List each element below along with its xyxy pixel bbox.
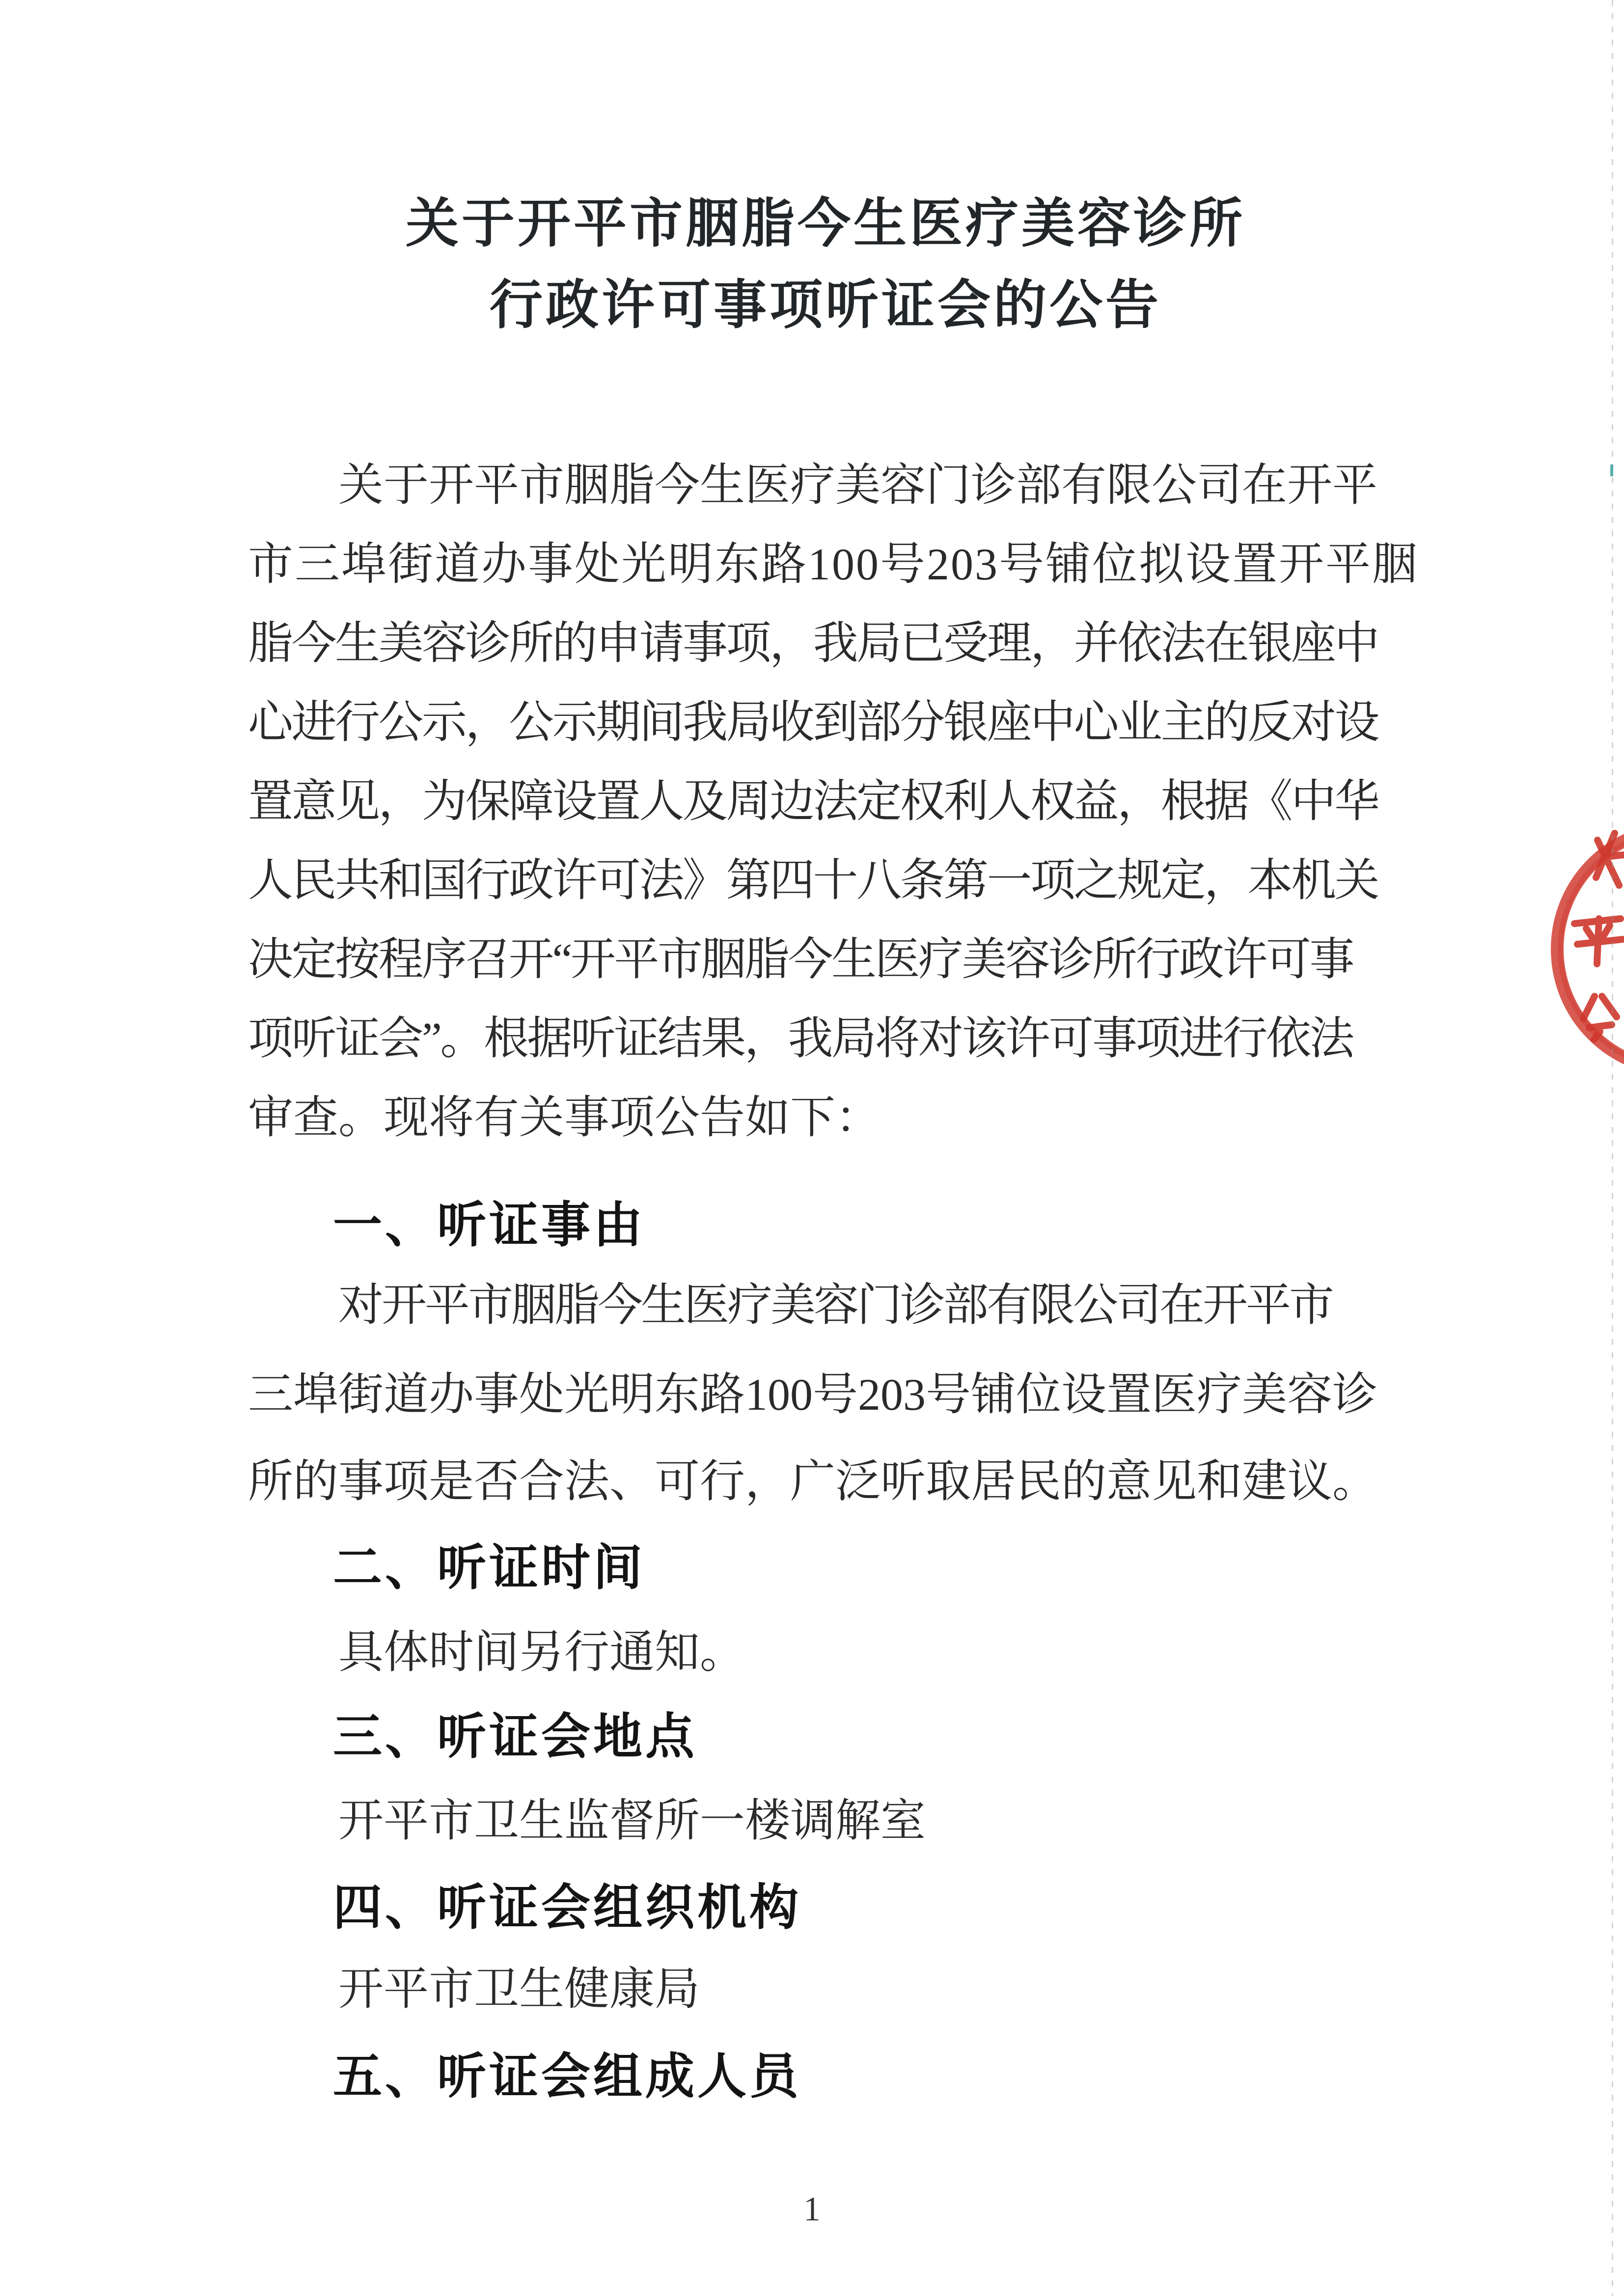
section-2-heading: 二、听证时间 <box>333 1540 645 1595</box>
intro-line-2: 市三埠街道办事处光明东路100号203号铺位拟设置开平胭 <box>248 539 1419 589</box>
intro-line-7: 决定按程序召开“开平市胭脂今生医疗美容诊所行政许可事 <box>248 934 1353 984</box>
intro-line-3: 脂今生美容诊所的申请事项，我局已受理，并依法在银座中 <box>248 618 1378 668</box>
scan-artifact-line <box>1612 0 1613 2296</box>
section-4-heading: 四、听证会组织机构 <box>333 1880 801 1935</box>
section-2-line-1: 具体时间另行通知。 <box>338 1627 745 1677</box>
intro-line-1: 关于开平市胭脂今生医疗美容门诊部有限公司在开平 <box>338 460 1378 510</box>
document-title-line-1: 关于开平市胭脂今生医疗美容诊所 <box>405 195 1245 253</box>
document-title <box>261 184 1390 347</box>
intro-line-4: 心进行公示，公示期间我局收到部分银座中心业主的反对设 <box>248 697 1378 747</box>
section-5-heading: 五、听证会组成人员 <box>333 2049 801 2104</box>
section-4-line-1: 开平市卫生健康局 <box>338 1964 700 2014</box>
section-1-heading: 一、听证事由 <box>333 1198 645 1253</box>
intro-line-9: 审查。现将有关事项公告如下： <box>248 1093 881 1143</box>
intro-line-6: 人民共和国行政许可法》第四十八条第一项之规定，本机关 <box>248 855 1378 905</box>
section-1-line-1: 对开平市胭脂今生医疗美容门诊部有限公司在开平市 <box>338 1280 1333 1330</box>
section-1-line-3: 所的事项是否合法、可行，广泛听取居民的意见和建议。 <box>248 1456 1378 1506</box>
section-1-line-2: 三埠街道办事处光明东路100号203号铺位设置医疗美容诊 <box>248 1369 1378 1420</box>
section-3-heading: 三、听证会地点 <box>333 1709 697 1764</box>
intro-line-8: 项听证会”。根据听证结果，我局将对该许可事项进行依法 <box>248 1013 1353 1064</box>
scan-artifact-tick <box>1610 465 1613 476</box>
page-number: 1 <box>803 2190 821 2228</box>
intro-line-5: 置意见，为保障设置人及周边法定权利人权益，根据《中华 <box>248 776 1378 826</box>
section-3-line-1: 开平市卫生监督所一楼调解室 <box>338 1796 926 1846</box>
document-title-line-2: 行政许可事项听证会的公告 <box>489 276 1161 335</box>
